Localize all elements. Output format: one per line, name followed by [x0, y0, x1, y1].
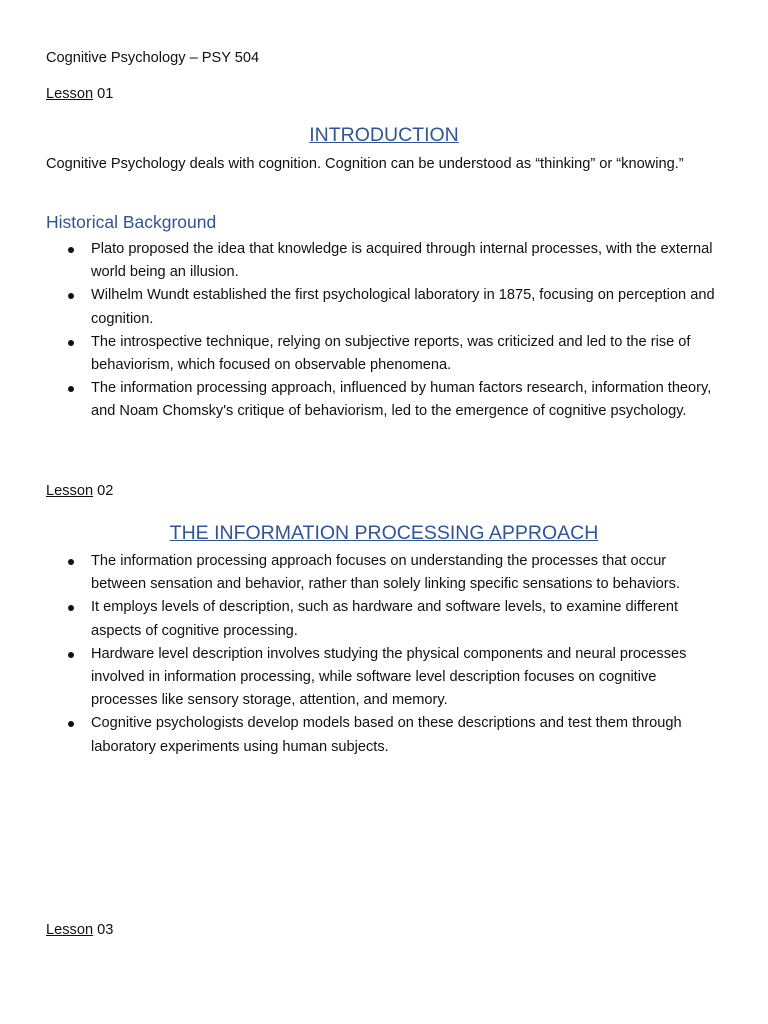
bullet-icon: [68, 652, 74, 658]
section-title-information-processing: THE INFORMATION PROCESSING APPROACH: [169, 522, 599, 544]
list-item: [46, 643, 722, 713]
list-item-text: The introspective technique, relying on subjective reports, was criticized and led to the rise of behaviorism, which focused on observable phenomena.: [91, 333, 691, 374]
lesson-number: 01: [97, 86, 114, 102]
list-item-text: Hardware level description involves studying the physical components and neural processes involved in information processing, while software level description focuses on cognitive processes like sensory storage, attention, and memory.: [91, 645, 687, 709]
list-item-text: The information processing approach focuses on understanding the processes that occur between sensation and behavior, rather than solely linking specific sensations to behaviors.: [91, 553, 680, 593]
bullet-icon: [68, 293, 74, 299]
bullet-icon: [68, 559, 74, 565]
lesson-02-bullet-list: [46, 550, 722, 759]
lesson-03-label: [46, 920, 113, 940]
bullet-icon: [68, 605, 74, 611]
intro-paragraph: Cognitive Psychology deals with cognition. Cognition can be understood as “thinking” or “knowing.”: [46, 156, 684, 172]
subheading-historical-background: Historical Background: [46, 212, 217, 232]
lesson-word: Lesson: [46, 922, 94, 938]
list-item-text: The information processing approach, influenced by human factors research, information theory, and Noam Chomsky's critique of behaviorism, led to the emergence of cognitive psychology.: [91, 380, 712, 420]
bullet-icon: [68, 386, 74, 392]
lesson-number: 02: [97, 483, 114, 499]
lesson-02-label: [46, 481, 113, 501]
list-item: [46, 596, 722, 642]
list-item: [46, 238, 722, 284]
list-item: [46, 377, 722, 423]
list-item: [46, 331, 722, 377]
bullet-icon: [68, 721, 74, 727]
lesson-01-label: [46, 84, 113, 104]
list-item: [46, 712, 722, 758]
lesson-word: Lesson: [46, 483, 94, 499]
list-item-text: Wilhelm Wundt established the first psychological laboratory in 1875, focusing on perception and cognition.: [91, 287, 715, 327]
course-title: Cognitive Psychology – PSY 504: [46, 50, 260, 66]
list-item-text: Plato proposed the idea that knowledge is acquired through internal processes, with the external world being an illusion.: [91, 241, 713, 281]
list-item-text: Cognitive psychologists develop models based on these descriptions and test them through laboratory experiments using human subjects.: [91, 715, 682, 755]
list-item: [46, 550, 722, 596]
bullet-icon: [68, 340, 74, 346]
list-item-text: It employs levels of description, such as hardware and software levels, to examine different aspects of cognitive processing.: [91, 599, 679, 639]
section-title-introduction: INTRODUCTION: [309, 124, 459, 146]
lesson-number: 03: [97, 922, 114, 938]
bullet-icon: [68, 247, 74, 253]
lesson-01-bullet-list: [46, 238, 722, 424]
list-item: [46, 284, 722, 330]
lesson-word: Lesson: [46, 86, 94, 102]
